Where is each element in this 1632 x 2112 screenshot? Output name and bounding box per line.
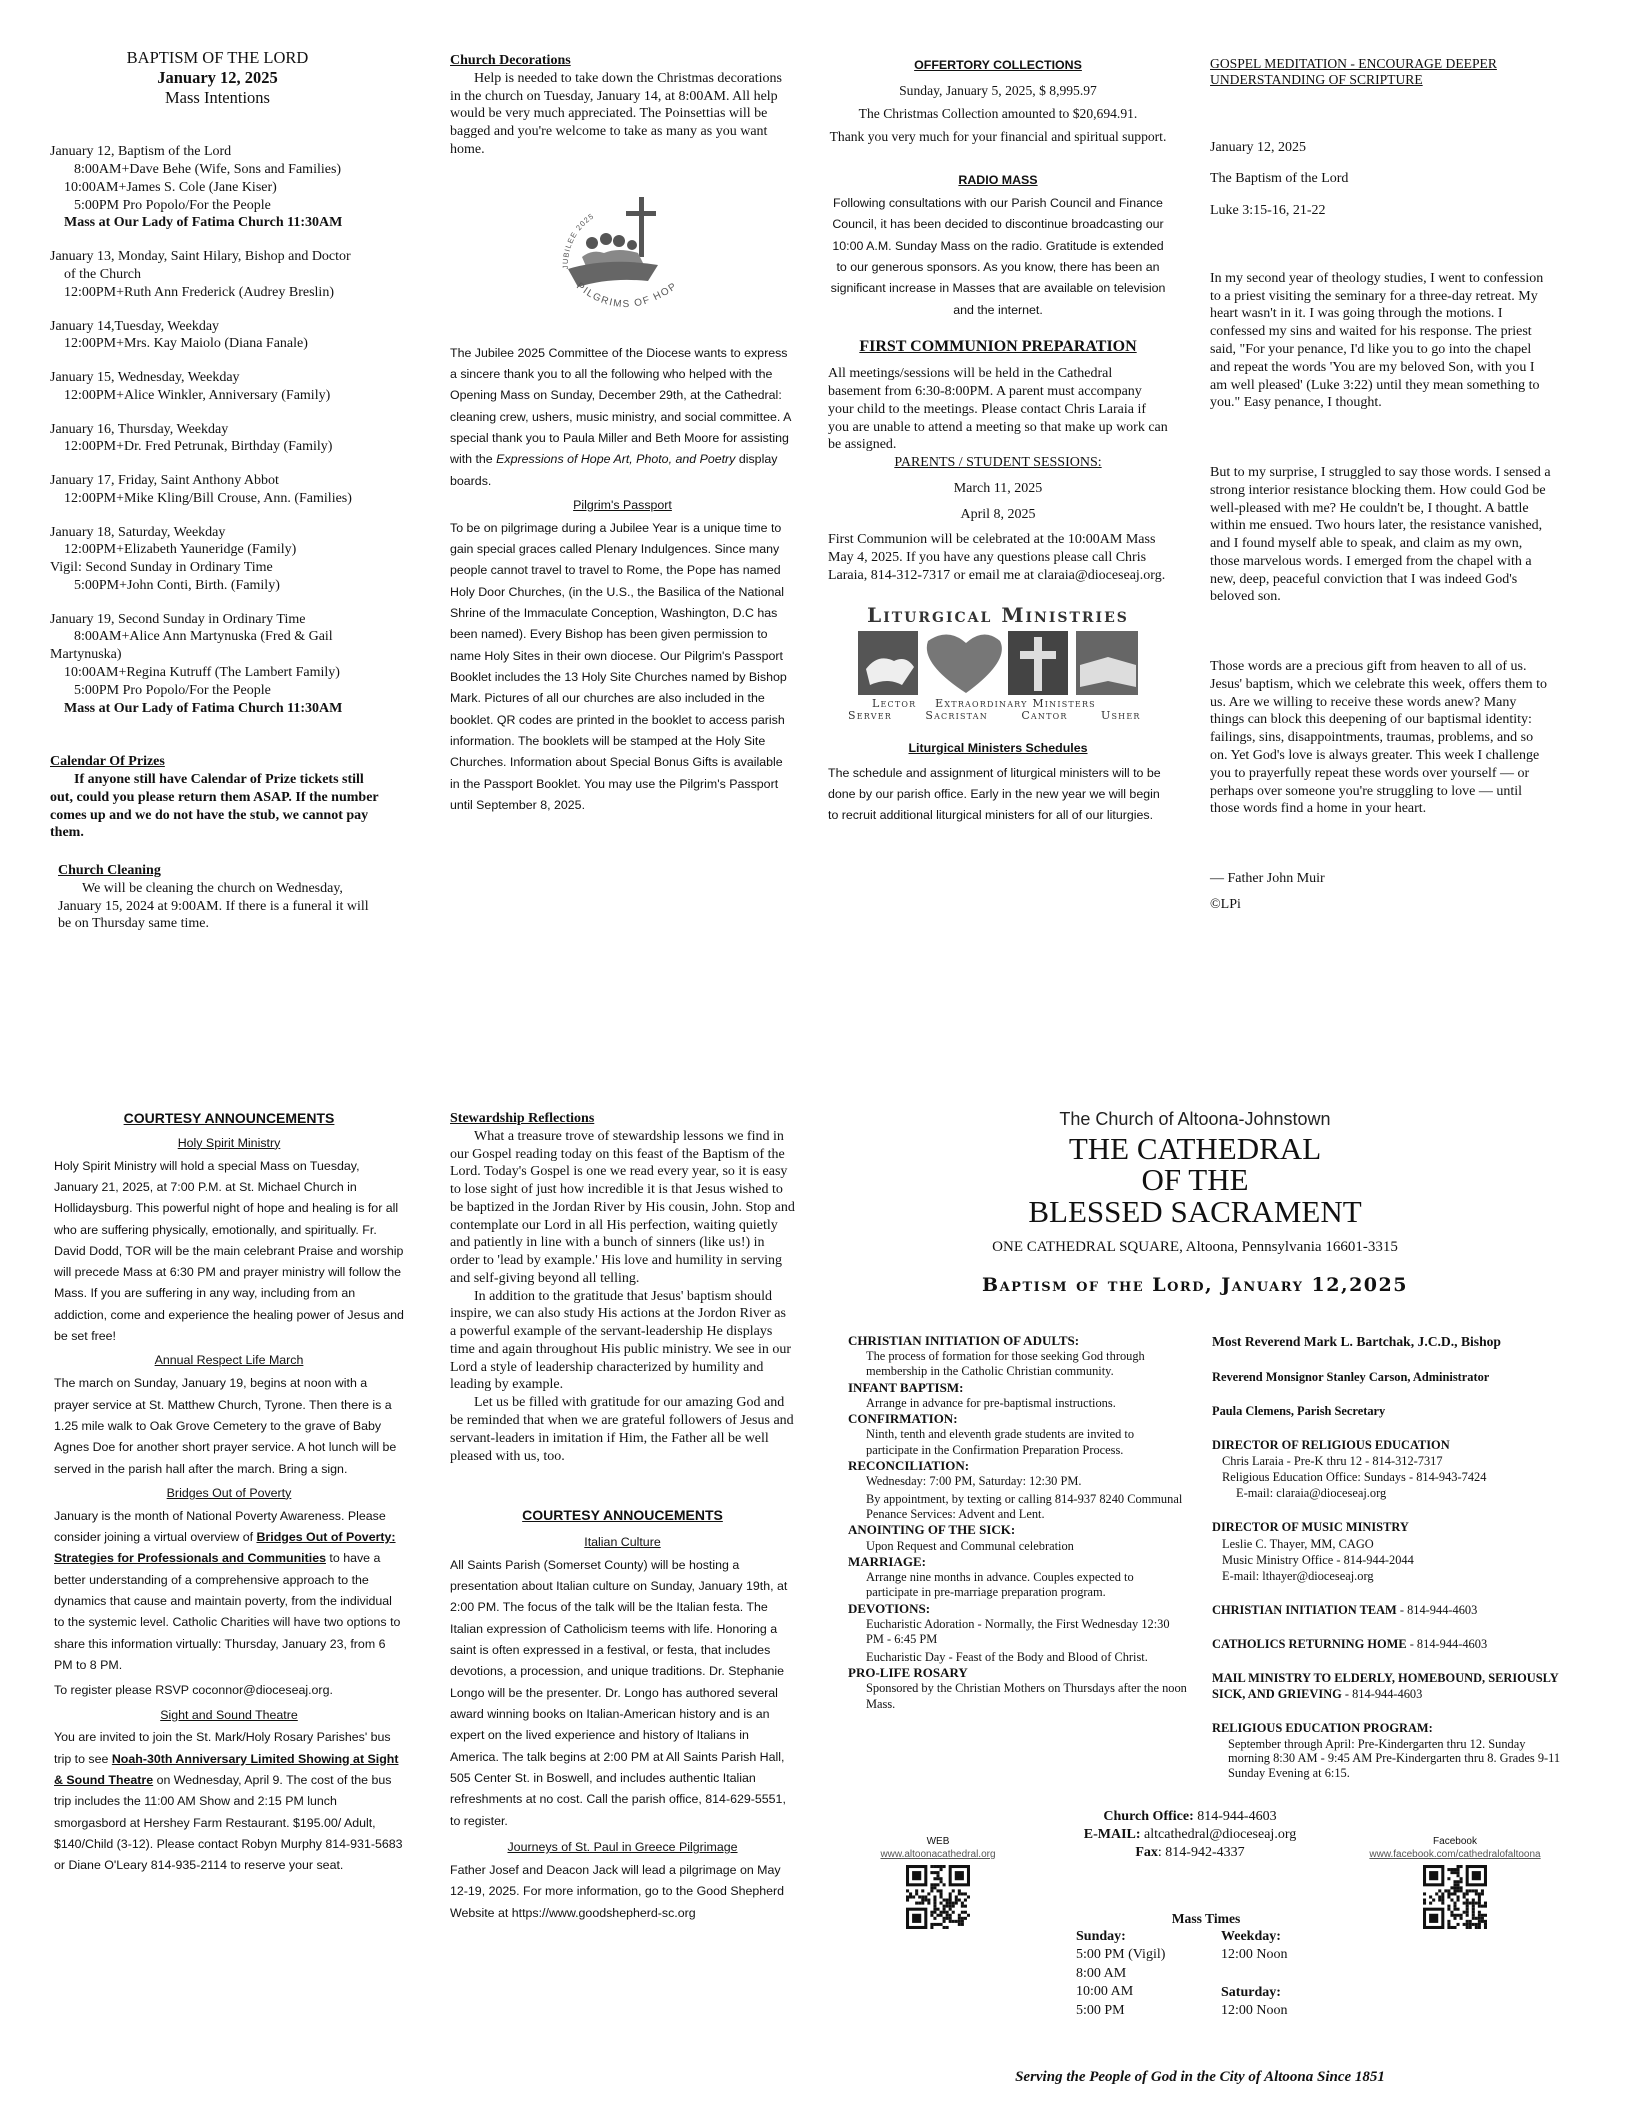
intention-day-title: January 16, Thursday, Weekday — [50, 421, 229, 437]
communion-sessions-title: PARENTS / STUDENT SESSIONS: — [894, 455, 1102, 471]
gospel-date: January 12, 2025 — [1210, 139, 1307, 155]
sacrament-heading: MARRIAGE: — [848, 1553, 926, 1569]
saturday-time: 12:00 Noon — [1221, 2003, 1288, 2019]
prizes-title: Calendar Of Prizes — [50, 754, 165, 770]
gospel-meditation-column — [1210, 56, 1554, 914]
mass-intentions-date: January 12, 2025 — [157, 67, 278, 87]
poverty-link[interactable]: Bridges Out of Poverty: Strategies for Professionals and Communities — [54, 1529, 396, 1566]
cover-name-1: THE CATHEDRAL — [1068, 1130, 1322, 1166]
intention-line: 5:00PM Pro Popolo/For the People — [74, 197, 271, 213]
theatre-text: You are invited to join the St. Mark/Holy Rosary Parishes' bus trip to see Noah-30th Anniversary Limited Showing at Sight & Sound Theatre on Wednesday, April 9. The cost of the bus trip includes the 11:00 AM Show and 2:15 PM lunch smorgasbord at Hershey Farm Restaurant. $195.00/ Adult, $140/Child (3-12). Please contact Robyn Murphy 814-931-5683 or Diane O'Leary 814-935-2114 to reserve your seat. — [54, 1730, 403, 1873]
facebook-qr-code[interactable] — [1423, 1865, 1487, 1929]
mass-times — [1076, 1910, 1336, 2021]
intention-day — [50, 524, 385, 595]
dmm-title: DIRECTOR OF MUSIC MINISTRY — [1212, 1520, 1409, 1535]
communion-date-1: March 11, 2025 — [953, 480, 1043, 496]
web-qr-code[interactable] — [906, 1865, 970, 1929]
passport-text: To be on pilgrimage during a Jubilee Year is a unique time to gain special graces called Plenary Indulgences. Since many people cannot travel to travel to Rome, the Pope has named Holy Door Churches, (in the U.S., the Basilica of the National Shrine of the Immaculate Conception, Washington, D.C has been named). Every Bishop has been given permission to name Holy Sites in their own diocese. Our Pilgrim's Passport Booklet includes the 13 Holy Site Churches named by Bishop Mark. Pictures of all our churches are also included in the booklet. QR codes are printed in the booklet to access parish information. The booklets will be stamped at the Holy Site Churches. Information about Special Bonus Gifts is available in the Passport Booklet. You may use the Pilgrim's Passport until September 8, 2025. — [450, 520, 787, 812]
cover-name-2: OF THE — [1141, 1162, 1249, 1198]
gospel-paragraph-1: In my second year of theology studies, I went to confession to a priest visiting the seminary for a three-day retreat. My heart wasn't in it. I was going through the motions. I confessed my sins and waited for his response. The priest said, "For your penance, I'd like you to go into the chapel and repeat the words 'You are my beloved Son, with you I am well pleased' (Luke 3:22) until they mean something to you." Easy penance, I thought. — [1210, 270, 1544, 411]
stewardship-p1: What a treasure trove of stewardship lessons we find in our Gospel reading today on this feast of the Baptism of the Lord. Today's Gospel is one we read every year, so it is easy to lose sight of just how incredible it is that Jesus wished to be baptized in the Jordan River by His cousin, John. Stop and contemplate our Lord in all His perfection, waiting quietly and patiently in line with a bunch of sinners (like us!) in order to 'lead by example.' His love and humility in serving and self-giving beyond all telling. — [450, 1128, 795, 1286]
mass-intentions-column — [50, 48, 385, 933]
decorations-text: Help is needed to take down the Christmas decorations in the church on Tuesday, January 14, at 8:00AM. All help would be very much appreciated. The Poinsettias will be bagged and you're welcome to take as many as you want home. — [450, 70, 782, 157]
dmm-line-2: Music Ministry Office - 814-944-2044 — [1222, 1552, 1414, 1567]
intention-day-title: January 12, Baptism of the Lord — [50, 144, 232, 160]
gospel-paragraph-2: But to my surprise, I struggled to say those words. I sensed a strong interior resistance blocking them. How could God be well-pleased with me? He couldn't be, I thought. A battle within me ensued. Two hours later, the resistance vanished, and I found myself able to speak, and claim as my own, those marvelous words. I emerged from the chapel with a new, deep, peaceful conviction that I was indeed God's beloved son. — [1210, 465, 1551, 605]
intention-line: of the Church — [64, 266, 141, 282]
dre-email: E-mail: claraia@dioceseaj.org — [1236, 1486, 1387, 1501]
mass-times-title: Mass Times — [1171, 1911, 1241, 1926]
crh-line: CATHOLICS RETURNING HOME - 814-944-4603 — [1212, 1637, 1488, 1652]
saturday-label: Saturday: — [1221, 1984, 1281, 2000]
contact-block — [1040, 1808, 1340, 1863]
sunday-times — [1076, 1946, 1221, 2020]
web-label: WEB — [926, 1836, 950, 1847]
web-url[interactable]: www.altoonacathedral.org — [880, 1848, 996, 1860]
intention-day — [50, 472, 385, 508]
liturgical-logo-title: Liturgical Ministries — [867, 602, 1129, 627]
sunday-label: Sunday: — [1076, 1928, 1126, 1944]
communion-text-2: First Communion will be celebrated at the 10:00AM Mass May 4, 2025. If you have any questions please call Chris Laraia, 814-312-7317 or email me at claraia@dioceseaj.org. — [828, 532, 1166, 583]
decorations-title: Church Decorations — [450, 53, 571, 68]
intention-day — [50, 611, 385, 718]
courtesy-announcements-column — [54, 1110, 404, 1877]
intention-line: 5:00PM Pro Popolo/For the People — [74, 682, 271, 698]
communion-date-2: April 8, 2025 — [960, 506, 1036, 522]
intention-line: 5:00PM+John Conti, Birth. (Family) — [74, 577, 280, 593]
sacrament-text: Eucharistic Adoration - Normally, the First Wednesday 12:30 PM - 6:45 PM — [866, 1616, 1170, 1647]
cover-church: The Church of Altoona-Johnstown — [1059, 1109, 1331, 1129]
courtesy-title: COURTESY ANNOUNCEMENTS — [123, 1110, 335, 1126]
mail-ministry-line: MAIL MINISTRY TO ELDERLY, HOMEBOUND, SERIOUSLY SICK, AND GRIEVING - 814-944-4603 — [1212, 1671, 1559, 1702]
holy-spirit-title: Holy Spirit Ministry — [177, 1135, 281, 1150]
gospel-author: — Father John Muir — [1210, 871, 1325, 887]
sacrament-heading: DEVOTIONS: — [848, 1600, 931, 1616]
intention-line: 10:00AM+James S. Cole (Jane Kiser) — [64, 179, 277, 195]
cover-name-3: BLESSED SACRAMENT — [1028, 1194, 1362, 1230]
decorations-column — [450, 52, 795, 816]
sacraments-list — [848, 1333, 1188, 1712]
staff-list — [1212, 1333, 1562, 1781]
offertory-line-3: Thank you very much for your financial and spiritual support. — [829, 129, 1167, 145]
intention-line: Vigil: Second Sunday in Ordinary Time — [50, 560, 273, 576]
fax-line: Fax: 814-942-4337 — [1135, 1845, 1245, 1861]
prizes-text: If anyone still have Calendar of Prize tickets still out, could you please return them ASAP. If the number comes up and we do not have the stub, we cannot pay them. — [50, 772, 379, 841]
radio-text: Following consultations with our Parish Council and Finance Council, it has been decided to discontinue broadcasting our 10:00 A.M. Sunday Mass on the radio. Gratitude is extended to our generous sponsors. As you know, there has been an significant increase in Masses that are available on television and the internet. — [830, 196, 1166, 317]
intention-day-title: January 19, Second Sunday in Ordinary Time — [50, 611, 306, 627]
cit-line: CHRISTIAN INITIATION TEAM - 814-944-4603 — [1212, 1602, 1478, 1617]
passport-title: Pilgrim's Passport — [573, 497, 672, 512]
sacrament-heading: CHRISTIAN INITIATION OF ADULTS: — [848, 1333, 1080, 1348]
intention-line: 12:00PM+Alice Winkler, Anniversary (Family) — [64, 387, 331, 403]
secretary-name: Paula Clemens, Parish Secretary — [1212, 1403, 1386, 1418]
jubilee-logo — [548, 187, 698, 327]
liturgical-logo-roles-bottom: Server Sacristan Cantor Usher — [848, 708, 1141, 722]
offertory-line-1: Sunday, January 5, 2025, $ 8,995.97 — [899, 82, 1097, 98]
sacrament-text: By appointment, by texting or calling 814-937 8240 Communal Penance Services: Advent and Lent. — [866, 1491, 1183, 1522]
italian-text: All Saints Parish (Somerset County) will be hosting a presentation about Italian culture on Sunday, January 19th, at 2:00 PM. The focus of the talk will be the Italian festa. The Italian expression of Catholicism teems with life. Honoring a saint is often expressed in a festival, or festa, that includes devotions, a procession, and unique traditions. Dr. Stephanie Longo will be the presenter. Dr. Longo has authored several award winning books on Italian-American history and is an expert on the lived experience and history of Italians in America. The talk begins at 2:00 PM at All Saints Parish Hall, 505 Center St. in Boswell, and includes authentic Italian refreshments at no cost. Call the parish office, 814-629-5551, to register. — [450, 1557, 788, 1828]
offertory-line-2: The Christmas Collection amounted to $20,694.91. — [858, 105, 1138, 121]
respect-life-text: The march on Sunday, January 19, begins at noon with a prayer service at St. Matthew Church, Tyrone. Then there is a 1.25 mile walk to Oak Grove Cemetery to the grave of Baby Agnes Doe for another short prayer service. A hot lunch will be served in the parish hall after the march. Bring a sign. — [54, 1376, 397, 1476]
intention-day-title: January 17, Friday, Saint Anthony Abbot — [50, 473, 279, 489]
rep-text: September through April: Pre-Kindergarten thru 12. Sunday morning 8:30 AM - 9:45 AM Pre-Kindergarten thru 8. Grades 9-11 Sunday Evening at 6:15. — [1228, 1736, 1561, 1781]
dmm-email: E-mail: lthayer@dioceseaj.org — [1222, 1568, 1374, 1583]
poverty-text: January is the month of National Poverty Awareness. Please consider joining a virtual overview of Bridges Out of Poverty: Strategies for Professionals and Communities to have a better understanding of a comprehensive approach to the dynamics that cause and maintain poverty, from the individual to the systemic level. Catholic Charities will have two options to share this information virtually: Thursday, January 23, from 6 PM to 8 PM. — [54, 1508, 401, 1672]
sacrament-text: Arrange in advance for pre-baptismal instructions. — [866, 1395, 1116, 1410]
greece-text: Father Josef and Deacon Jack will lead a pilgrimage on May 12-19, 2025. For more information, go to the Good Shepherd Website at https://www.goodshepherd-sc.org — [450, 1862, 785, 1920]
gospel-copyright: ©LPi — [1210, 896, 1241, 912]
liturgical-logo-icons — [848, 629, 1148, 697]
intention-day — [50, 248, 385, 301]
jubilee-thanks-text: The Jubilee 2025 Committee of the Diocese wants to express a sincere thank you to all the following who helped with the Opening Mass on Sunday, December 29th, at the Cathedral: cleaning crew, ushers, music ministry, and social committee. A special thank you to Paula Miller and Beth Moore for assisting with the Expressions of Hope Art, Photo, and Poetry display boards. — [450, 345, 791, 488]
cover-banner: Baptism of the Lord, January 12,2025 — [982, 1273, 1408, 1296]
cover-header — [830, 1108, 1560, 1297]
theatre-link[interactable]: Noah-30th Anniversary Limited Showing at Sight & Sound Theatre — [54, 1751, 399, 1787]
liturgical-schedule-text: The schedule and assignment of liturgical ministers will to be done by our parish office. Early in the new year we will begin to recruit additional liturgical ministers for all of our liturgies. — [828, 765, 1161, 823]
dre-line-2: Religious Education Office: Sundays - 814-943-7424 — [1222, 1470, 1487, 1485]
sacrament-text: Upon Request and Communal celebration — [866, 1538, 1074, 1553]
sacrament-heading: RECONCILIATION: — [848, 1458, 970, 1474]
italian-title: Italian Culture — [584, 1535, 661, 1550]
facebook-label: Facebook — [1433, 1836, 1477, 1847]
intention-day-title: January 15, Wednesday, Weekday — [50, 370, 240, 386]
offertory-column — [828, 58, 1168, 827]
bishop-name: Most Reverend Mark L. Bartchak, J.C.D., Bishop — [1212, 1334, 1501, 1349]
sacrament-text: Wednesday: 7:00 PM, Saturday: 12:30 PM. — [866, 1474, 1082, 1489]
sunday-time: 8:00 AM — [1076, 1965, 1127, 1981]
sacrament-text: The process of formation for those seeking God through membership in the Catholic Christian community. — [866, 1349, 1145, 1379]
dre-line-1: Chris Laraia - Pre-K thru 12 - 814-312-7317 — [1222, 1454, 1443, 1469]
liturgical-ministries-logo — [828, 603, 1168, 723]
courtesy2-title: COURTESY ANNOUCEMENTS — [522, 1507, 723, 1524]
liturgical-logo-roles-top: Lector Extraordinary Ministers — [872, 696, 1096, 710]
stewardship-p2: In addition to the gratitude that Jesus' baptism should inspire, we can also study His actions at the Jordon River as a powerful example of the servant-leadership He displays time and again throughout His public ministry. We see in our Lord a style of leadership characterized by humility and leading by example. — [450, 1288, 792, 1393]
intention-line: Martynuska) — [50, 647, 122, 663]
administrator-name: Reverend Monsignor Stanley Carson, Administrator — [1212, 1369, 1490, 1384]
office-line: Church Office: 814-944-4603 — [1103, 1809, 1277, 1824]
gospel-title: GOSPEL MEDITATION - ENCOURAGE DEEPER UNDERSTANDING OF SCRIPTURE — [1210, 56, 1497, 88]
jubilee-logo-top-text: JUBILEE 2025 — [560, 210, 596, 269]
holy-spirit-text: Holy Spirit Ministry will hold a special Mass on Tuesday, January 21, 2025, at 7:00 P.M. at St. Michael Church in Hollidaysburg. This powerful night of hope and healing is for all who are suffering physically, emotionally, and spiritually. Fr. David Dodd, TOR will be the main celebrant Praise and worship will precede Mass at 6:30 PM and prayer ministry will follow the Mass. If you are suffering in any way, including from an addiction, come and experience the healing power of Jesus and be set free! — [54, 1158, 404, 1344]
weekday-time: 12:00 Noon — [1221, 1947, 1288, 1963]
sunday-time: 10:00 AM — [1076, 1984, 1134, 2000]
intention-day-title: January 13, Monday, Saint Hilary, Bishop and Doctor — [50, 249, 351, 265]
sacrament-text: Eucharistic Day - Feast of the Body and Blood of Christ. — [866, 1649, 1148, 1664]
rep-title: RELIGIOUS EDUCATION PROGRAM: — [1212, 1721, 1433, 1736]
poverty-rsvp: To register please RSVP coconnor@dioceseaj.org. — [54, 1683, 333, 1698]
sunday-time: 5:00 PM — [1076, 2002, 1125, 2018]
mass-intentions-heading: BAPTISM OF THE LORD — [126, 48, 309, 67]
communion-title: FIRST COMMUNION PREPARATION — [859, 338, 1137, 356]
gospel-paragraph-3: Those words are a precious gift from heaven to all of us. Jesus' baptism, which we celebrate this week, offers them to us. Are we willing to receive these words anew? Many things can block this deepening of our baptismal identity: failings, sins, disappointments, traumas, problems, and so on. Yet God's love is always greater. This week I challenge you to prayerfully repeat these words over yourself — or perhaps over someone you're struggling to love — until those words find a home in your heart. — [1210, 659, 1548, 817]
stewardship-title: Stewardship Reflections — [450, 1111, 595, 1126]
poverty-title: Bridges Out of Poverty — [166, 1485, 292, 1500]
email-line: E-MAIL: altcathedral@dioceseaj.org — [1083, 1827, 1297, 1843]
radio-title: RADIO MASS — [958, 173, 1038, 188]
dmm-line-1: Leslie C. Thayer, MM, CAGO — [1222, 1536, 1374, 1551]
mass-intentions-subtitle: Mass Intentions — [165, 87, 270, 107]
sacrament-text: Sponsored by the Christian Mothers on Thursdays after the noon Mass. — [866, 1681, 1187, 1711]
gospel-feast: The Baptism of the Lord — [1210, 171, 1349, 187]
theatre-title: Sight and Sound Theatre — [160, 1707, 298, 1722]
cleaning-title: Church Cleaning — [58, 863, 161, 879]
weekday-label: Weekday: — [1221, 1928, 1281, 1944]
sacrament-heading: CONFIRMATION: — [848, 1411, 958, 1427]
intention-line: 12:00PM+Ruth Ann Frederick (Audrey Breslin) — [64, 284, 334, 300]
offertory-title: OFFERTORY COLLECTIONS — [914, 58, 1082, 72]
stewardship-column — [450, 1110, 795, 1924]
intention-day-title: January 18, Saturday, Weekday — [50, 524, 226, 540]
dre-title: DIRECTOR OF RELIGIOUS EDUCATION — [1212, 1437, 1450, 1452]
intention-day — [50, 369, 385, 405]
intention-line: Mass at Our Lady of Fatima Church 11:30AM — [64, 215, 343, 231]
intention-line: 12:00PM+Elizabeth Yauneridge (Family) — [64, 542, 297, 558]
cover-address: ONE CATHEDRAL SQUARE, Altoona, Pennsylvania 16601-3315 — [992, 1238, 1398, 1255]
intention-day — [50, 318, 385, 354]
sacrament-heading: PRO-LIFE ROSARY — [848, 1665, 968, 1681]
cover-footer: Serving the People of God in the City of Altoona Since 1851 — [1015, 2069, 1385, 2085]
facebook-block — [1350, 1836, 1560, 1929]
greece-title: Journeys of St. Paul in Greece Pilgrimage — [507, 1840, 738, 1855]
liturgical-schedule-title: Liturgical Ministers Schedules — [908, 740, 1088, 755]
sacrament-text: Arrange nine months in advance. Couples expected to participate in pre-marriage preparation program. — [866, 1570, 1134, 1600]
intention-line: 12:00PM+Dr. Fred Petrunak, Birthday (Family) — [64, 439, 333, 455]
stewardship-p3: Let us be filled with gratitude for our amazing God and be reminded that when we are grateful followers of Jesus and servant-leaders in imitation if Him, the Father all be well pleased with us, too. — [450, 1395, 794, 1464]
intention-day — [50, 143, 385, 232]
intention-line: Mass at Our Lady of Fatima Church 11:30AM — [64, 700, 343, 716]
sacrament-heading: INFANT BAPTISM: — [848, 1379, 964, 1395]
web-block — [858, 1836, 1018, 1929]
intention-line: 12:00PM+Mike Kling/Bill Crouse, Ann. (Families) — [64, 490, 352, 506]
intention-line: 8:00AM+Alice Ann Martynuska (Fred & Gail — [74, 629, 333, 645]
gospel-reading: Luke 3:15-16, 21-22 — [1210, 203, 1326, 219]
sacrament-text: Ninth, tenth and eleventh grade students are invited to participate in the Confirmation Preparation Process. — [866, 1427, 1135, 1457]
jubilee-logo-bottom-text: PILGRIMS OF HOP — [573, 280, 680, 310]
intention-line: 8:00AM+Dave Behe (Wife, Sons and Families) — [74, 162, 342, 178]
respect-life-title: Annual Respect Life March — [154, 1353, 304, 1368]
sunday-time: 5:00 PM (Vigil) — [1076, 1947, 1166, 1963]
communion-text: All meetings/sessions will be held in the Cathedral basement from 6:30-8:00PM. A parent must accompany your child to the meetings. Please contact Chris Laraia if you are unable to attend a meeting so that make up work can be assigned. — [828, 366, 1168, 453]
intentions-list — [50, 143, 385, 717]
facebook-url[interactable]: www.facebook.com/cathedralofaltoona — [1369, 1848, 1541, 1860]
cleaning-text: We will be cleaning the church on Wednesday, January 15, 2024 at 9:00AM. If there is a funeral it will be on Thursday same time. — [58, 880, 369, 932]
sacrament-heading: ANOINTING OF THE SICK: — [848, 1522, 1016, 1538]
intention-day — [50, 421, 385, 457]
intention-day-title: January 14,Tuesday, Weekday — [50, 318, 220, 334]
intention-line: 10:00AM+Regina Kutruff (The Lambert Family) — [64, 665, 340, 680]
intention-line: 12:00PM+Mrs. Kay Maiolo (Diana Fanale) — [64, 336, 308, 352]
